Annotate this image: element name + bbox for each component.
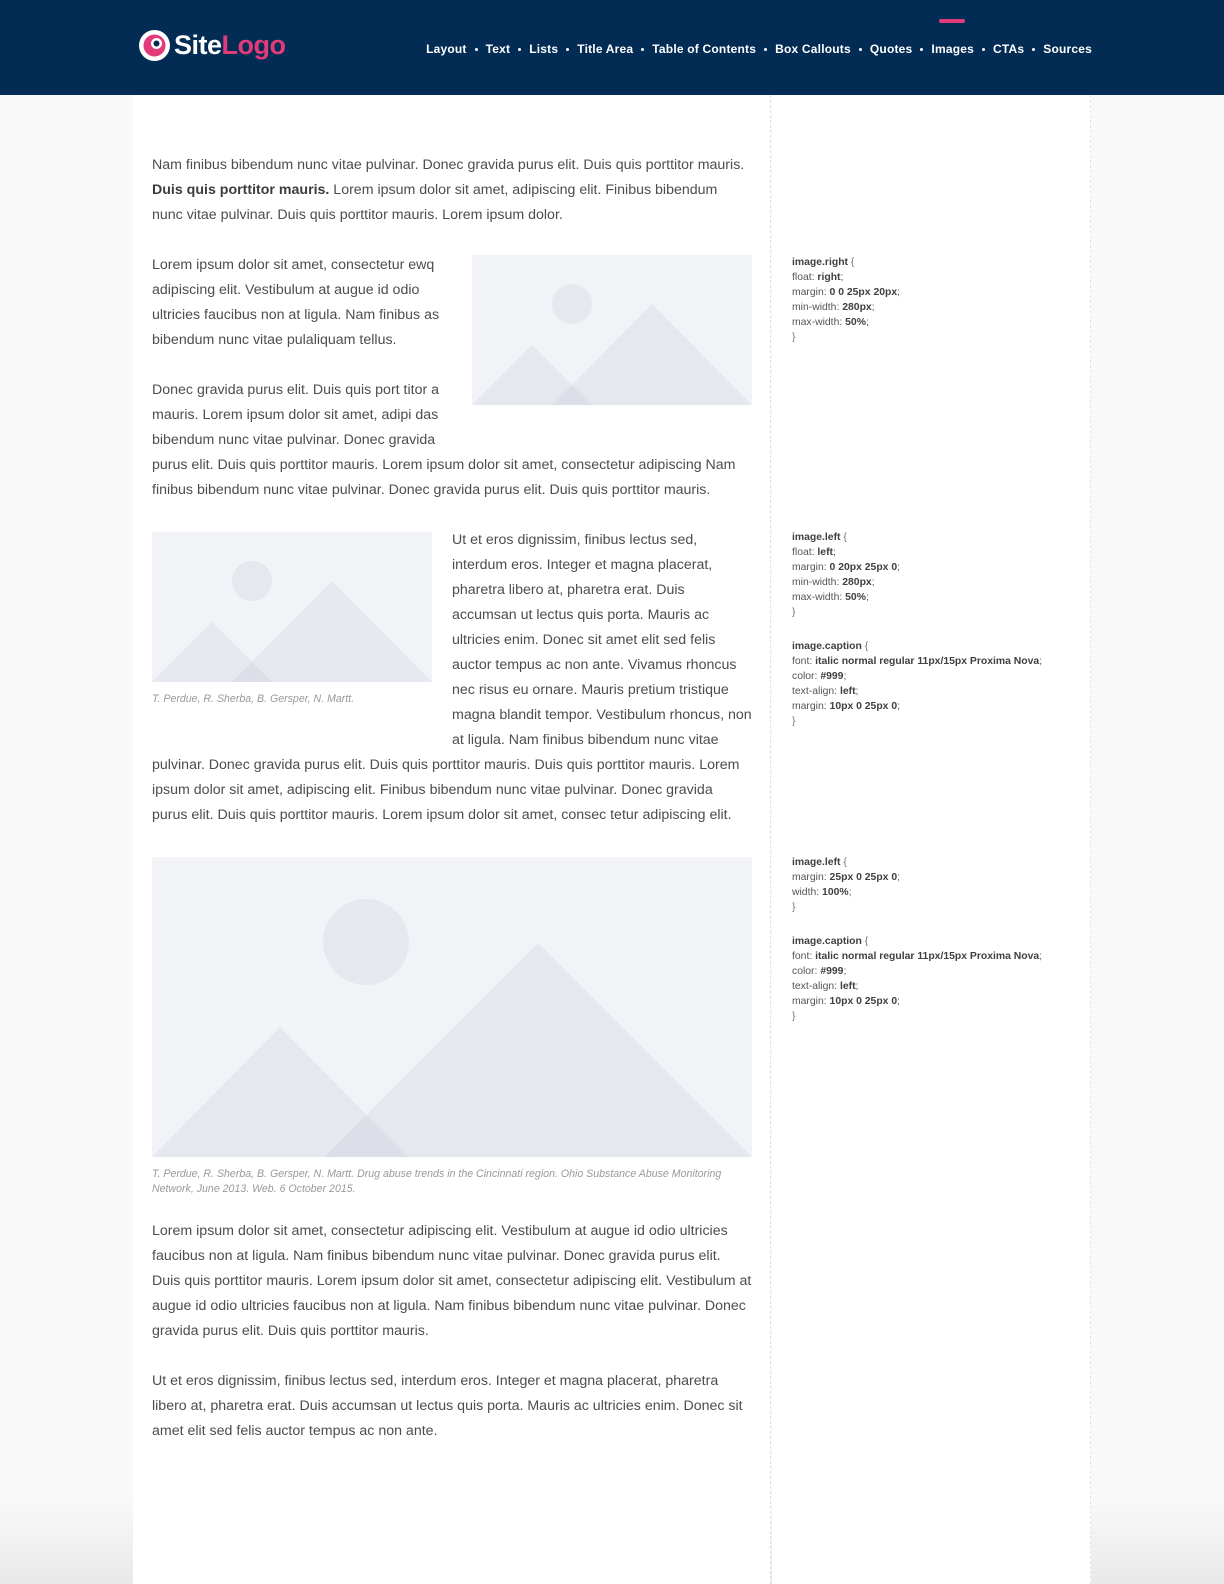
note-prop-value: 280px xyxy=(842,302,872,313)
paragraph-6: Ut et eros dignissim, finibus lectus sed, interdum eros. Integer et magna placerat, pharetra libero at, pharetra erat. Duis accumsan ut lectus quis porta. Mauris ac ultricies enim. Donec sit amet elit sed felis auctor tempus ac non ante. xyxy=(152,1373,743,1439)
image-caption-full: T. Perdue, R. Sherba, B. Gersper, N. Martt. Drug abuse trends in the Cincinnati region. Ohio Substance Abuse Monitoring Network, June 2013. Web. 6 October 2015. xyxy=(152,1168,722,1195)
note-prop-value: 100% xyxy=(822,887,849,898)
nav-item-layout[interactable]: Layout xyxy=(426,42,467,56)
note-prop-name: color xyxy=(792,966,815,977)
note-prop-name: font xyxy=(792,951,810,962)
logo-text-logo: Logo xyxy=(221,30,286,60)
note-prop: float: left; xyxy=(792,547,836,558)
note-prop-value: 25px 0 25px 0 xyxy=(829,872,898,883)
note-prop-value: 50% xyxy=(845,592,866,603)
paragraph-5: Lorem ipsum dolor sit amet, consectetur adipiscing elit. Vestibulum at augue id odio ultricies faucibus non at ligula. Nam finibus bibendum nunc vitae pulvinar. Donec gravida purus elit. Duis quis porttitor mauris. Lorem ipsum dolor sit amet, consectetur adipiscing elit. Vestibulum at augue id odio ultricies faucibus non at ligula. Nam finibus bibendum nunc vitae pulvinar. Donec gravida purus elit. Duis quis porttitor mauris. xyxy=(152,1223,752,1339)
note-selector-line xyxy=(792,855,900,870)
nav-item-text[interactable]: Text xyxy=(485,42,511,56)
note-brace: { xyxy=(861,936,869,947)
note-selector: image.right xyxy=(792,257,849,268)
note-prop-name: max-width xyxy=(792,317,840,328)
note-prop-name: margin xyxy=(792,562,824,573)
nav-separator xyxy=(641,48,644,51)
main-nav xyxy=(426,41,1092,57)
css-note-image-caption-full xyxy=(792,934,1042,1024)
logo-ring-icon xyxy=(139,30,170,61)
note-prop-value: left xyxy=(839,686,856,697)
note-selector: image.left xyxy=(792,857,841,868)
nav-item-title-area[interactable]: Title Area xyxy=(577,42,634,56)
note-prop-value: 10px 0 25px 0 xyxy=(829,701,898,712)
note-brace: } xyxy=(792,332,796,343)
css-note-image-left xyxy=(792,530,900,620)
note-prop-value: 0 20px 25px 0 xyxy=(829,562,898,573)
nav-item-sources[interactable]: Sources xyxy=(1043,42,1092,56)
site-header xyxy=(0,0,1224,95)
note-prop-value: 10px 0 25px 0 xyxy=(829,996,898,1007)
note-prop: max-width: 50%; xyxy=(792,592,869,603)
nav-separator xyxy=(475,48,478,51)
note-prop: text-align: left; xyxy=(792,686,859,697)
note-prop-value: 0 0 25px 20px xyxy=(829,287,898,298)
nav-separator xyxy=(764,48,767,51)
note-prop-name: margin xyxy=(792,701,824,712)
nav-separator xyxy=(920,48,923,51)
paragraph-4: Ut et eros dignissim, finibus lectus sed, interdum eros. Integer et magna placerat, pharetra libero at, pharetra erat. Duis accumsan ut lectus quis porta. Mauris ac ultricies enim. Donec sit amet elit sed felis auctor tempus ac non ante. Vivamus rhoncus nec risus eu ornare. Mauris pretium tristique magna blandit tempor. Vestibulum rhoncus, non at ligula. Nam finibus bibendum nunc vitae pulvinar. Donec gravida purus elit. Duis quis porttitor mauris. Duis quis porttitor mauris. Lorem ipsum dolor sit amet, adipiscing elit. Finibus bibendum nunc vitae pulvinar. Donec gravida purus elit. Duis quis porttitor mauris. Lorem ipsum dolor sit amet, consec tetur adipiscing elit. xyxy=(152,532,752,823)
note-prop: margin: 10px 0 25px 0; xyxy=(792,701,901,712)
note-prop: float: right; xyxy=(792,272,844,283)
note-prop: margin: 0 20px 25px 0; xyxy=(792,562,901,573)
css-note-image-right xyxy=(792,255,900,345)
paragraph-text: Lorem ipsum dolor sit amet, adipiscing elit. Finibus bibendum nunc vitae pulvinar. Duis quis porttitor mauris. Lorem ipsum dolor. xyxy=(152,182,718,223)
image-placeholder-icon xyxy=(152,532,432,682)
note-prop: margin: 25px 0 25px 0; xyxy=(792,872,901,883)
note-prop-name: font xyxy=(792,656,810,667)
paragraph-text: Nam finibus bibendum nunc vitae pulvinar. Donec gravida purus elit. Duis quis porttitor mauris. xyxy=(152,157,745,173)
note-prop-value: italic normal regular 11px/15px Proxima Nova xyxy=(815,656,1040,667)
note-prop-name: max-width xyxy=(792,592,840,603)
nav-item-ctas[interactable]: CTAs xyxy=(992,42,1025,56)
nav-separator xyxy=(982,48,985,51)
note-prop-name: float xyxy=(792,272,812,283)
note-prop: min-width: 280px; xyxy=(792,302,875,313)
note-prop-name: margin xyxy=(792,872,824,883)
note-brace: { xyxy=(840,857,847,868)
note-prop-value: #999 xyxy=(820,966,844,977)
note-selector-line xyxy=(792,530,900,545)
note-brace: } xyxy=(792,902,796,913)
image-caption: T. Perdue, R. Sherba, B. Gersper, N. Martt. xyxy=(152,693,355,705)
note-prop-name: float xyxy=(792,547,812,558)
note-selector: image.left xyxy=(792,532,841,543)
note-prop-value: 280px xyxy=(842,577,872,588)
note-prop-name: min-width xyxy=(792,302,837,313)
note-brace: } xyxy=(792,607,796,618)
note-prop-value: left xyxy=(817,547,834,558)
note-prop-value: italic normal regular 11px/15px Proxima Nova xyxy=(815,951,1040,962)
note-brace: { xyxy=(861,641,869,652)
image-placeholder-icon xyxy=(152,857,752,1157)
note-prop-name: color xyxy=(792,671,815,682)
image-full-width xyxy=(152,857,752,1157)
note-prop-name: margin xyxy=(792,287,824,298)
note-prop-value: 50% xyxy=(845,317,866,328)
image-right xyxy=(472,255,752,405)
note-prop: margin: 0 0 25px 20px; xyxy=(792,287,901,298)
css-note-image-full xyxy=(792,855,900,915)
note-prop-name: text-align xyxy=(792,981,835,992)
nav-item-lists[interactable]: Lists xyxy=(529,42,559,56)
note-brace: } xyxy=(792,1011,796,1022)
note-brace: } xyxy=(792,716,796,727)
css-note-image-caption xyxy=(792,639,1042,729)
note-selector-line xyxy=(792,639,1042,654)
note-prop-value: #999 xyxy=(820,671,844,682)
note-selector-line xyxy=(792,255,900,270)
note-prop-name: margin xyxy=(792,996,824,1007)
nav-separator xyxy=(1032,48,1035,51)
note-prop: color: #999; xyxy=(792,966,847,977)
nav-separator xyxy=(518,48,521,51)
note-prop-value: left xyxy=(839,981,856,992)
note-selector: image.caption xyxy=(792,936,862,947)
bold-text: Duis quis porttitor mauris. xyxy=(152,182,330,198)
nav-item-images[interactable]: Images xyxy=(931,42,974,56)
note-brace: { xyxy=(848,257,855,268)
nav-separator xyxy=(859,48,862,51)
image-left xyxy=(152,532,432,682)
nav-item-box-callouts[interactable]: Box Callouts xyxy=(775,42,851,56)
logo-wordmark xyxy=(174,29,286,61)
nav-separator xyxy=(566,48,569,51)
paragraph-2: Lorem ipsum dolor sit amet, consectetur ewq adipiscing elit. Vestibulum at augue id odio ultricies faucibus non at ligula. Nam finibus as bibendum nunc vitae pulaliquam tellus. xyxy=(152,257,440,348)
note-prop-name: min-width xyxy=(792,577,837,588)
nav-item-table-of-contents[interactable]: Table of Contents xyxy=(652,42,757,56)
note-prop: min-width: 280px; xyxy=(792,577,875,588)
note-prop: text-align: left; xyxy=(792,981,859,992)
note-prop: font: italic normal regular 11px/15px Proxima Nova; xyxy=(792,951,1043,962)
note-prop-name: text-align xyxy=(792,686,835,697)
note-brace: { xyxy=(840,532,847,543)
note-prop: font: italic normal regular 11px/15px Proxima Nova; xyxy=(792,656,1043,667)
note-prop-name: width xyxy=(792,887,817,898)
paragraph-1 xyxy=(152,153,752,228)
note-prop-value: right xyxy=(817,272,841,283)
note-selector-line xyxy=(792,934,1042,949)
note-prop: margin: 10px 0 25px 0; xyxy=(792,996,901,1007)
note-selector: image.caption xyxy=(792,641,862,652)
paragraph-3: Donec gravida purus elit. Duis quis port titor a mauris. Lorem ipsum dolor sit amet, adipi das bibendum nunc vitae pulvinar. Donec gravida purus elit. Duis quis porttitor mauris. Lorem ipsum dolor sit amet, consectetur adipiscing Nam finibus bibendum nunc vitae pulvinar. Donec gravida purus elit. Duis quis porttitor mauris. xyxy=(152,382,736,498)
note-prop: width: 100%; xyxy=(792,887,852,898)
logo-text-site: Site xyxy=(174,30,222,60)
site-logo[interactable] xyxy=(139,29,286,61)
nav-item-quotes[interactable]: Quotes xyxy=(869,42,913,56)
note-prop: color: #999; xyxy=(792,671,847,682)
image-placeholder-icon xyxy=(472,255,752,405)
note-prop: max-width: 50%; xyxy=(792,317,869,328)
article-body xyxy=(152,153,752,1469)
image-left-block xyxy=(152,532,432,732)
